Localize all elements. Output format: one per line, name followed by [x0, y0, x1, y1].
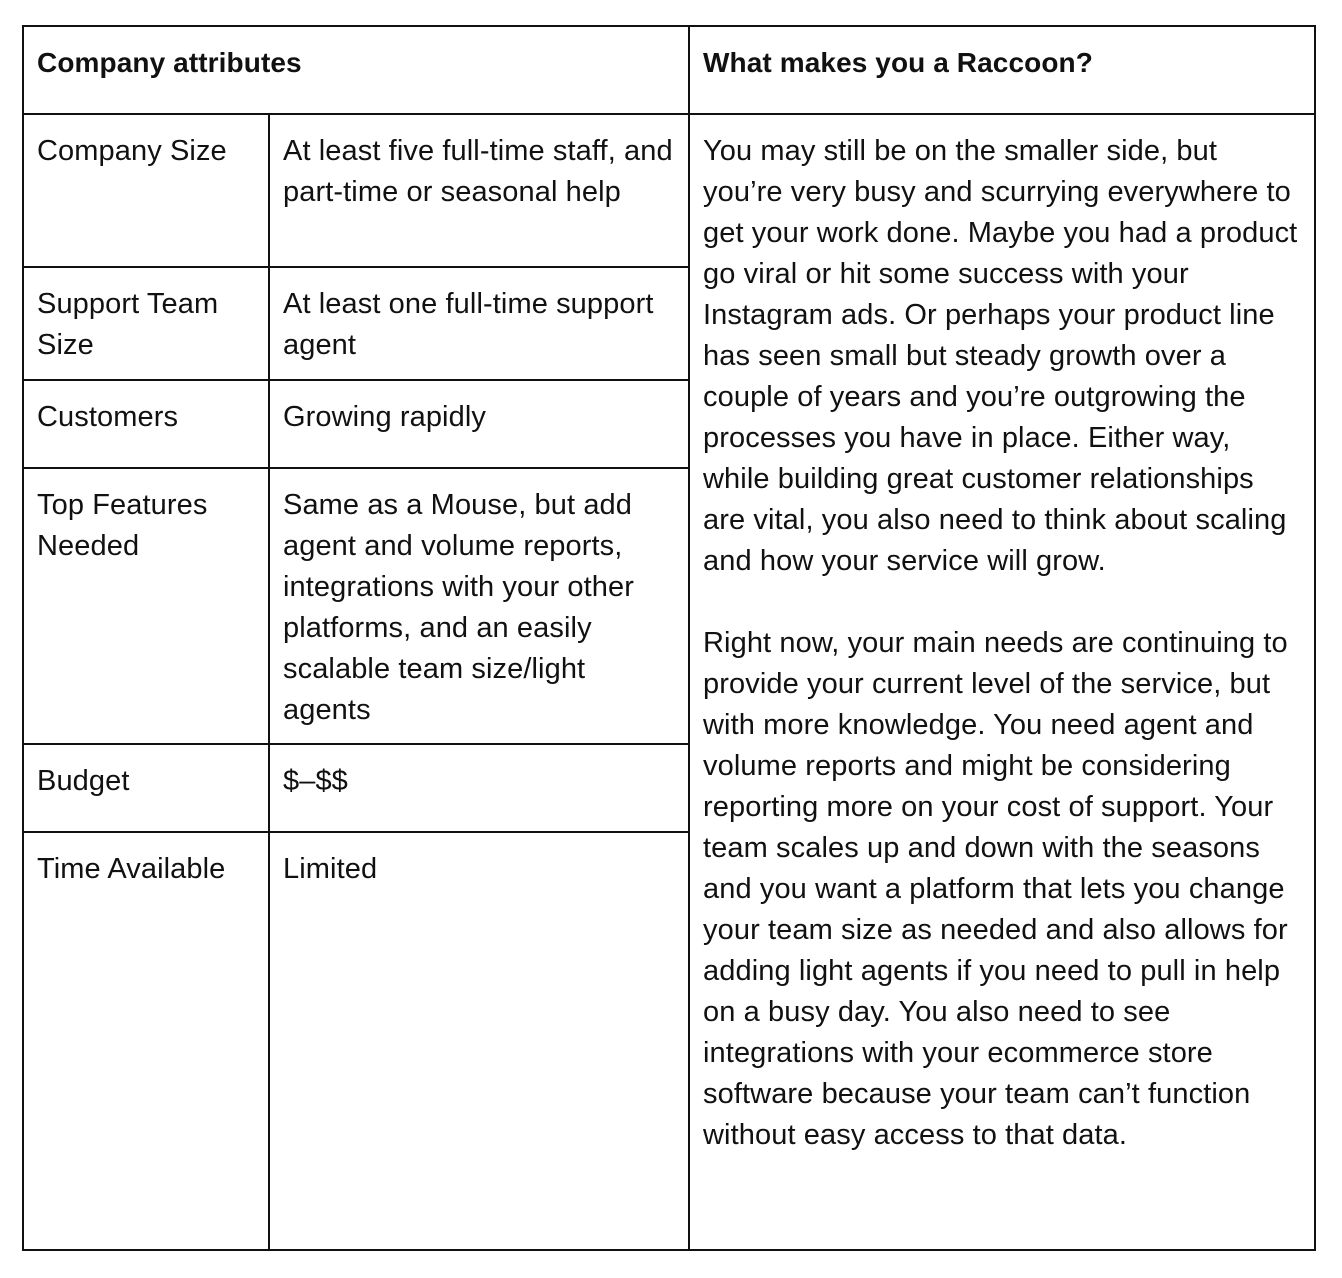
attribute-budget: Budget	[23, 744, 269, 832]
table-row	[23, 114, 1315, 267]
attribute-top-features-needed: Top Features Needed	[23, 468, 269, 744]
value-customers: Growing rapidly	[269, 380, 689, 468]
attribute-company-size: Company Size	[23, 114, 269, 267]
value-time-available: Limited	[269, 832, 689, 1250]
header-company-attributes: Company attributes	[23, 26, 689, 114]
value-budget: $–$$	[269, 744, 689, 832]
description-paragraph-2: Right now, your main needs are continuing to provide your current level of the service, but with more knowledge. You need agent and volume reports and might be considering reporting more on your cost of support. Your team scales up and down with the seasons and you want a platform that lets you change your team size as needed and also allows for adding light agents if you need to pull in help on a busy day. You also need to see integrations with your ecommerce store software because your team can’t function without easy access to that data.	[703, 627, 1288, 1151]
attribute-support-team-size: Support Team Size	[23, 267, 269, 380]
description-paragraph-1: You may still be on the smaller side, but you’re very busy and scurrying everywhere to get your work done. Maybe you had a product go viral or hit some success with your Instagram ads. Or perhaps your product line has seen small but steady growth over a couple of years and you’re outgrowing the processes you have in place. Either way, while building great customer relationships are vital, you also need to think about scaling and how your service will grow.	[703, 135, 1298, 577]
value-company-size: At least five full-time staff, and part-time or seasonal help	[269, 114, 689, 267]
table-header-row	[23, 26, 1315, 114]
raccoon-description-cell	[689, 114, 1315, 1250]
value-top-features-needed: Same as a Mouse, but add agent and volume reports, integrations with your other platforms, and an easily scalable team size/light agents	[269, 468, 689, 744]
attribute-customers: Customers	[23, 380, 269, 468]
raccoon-attributes-table	[22, 25, 1316, 1251]
header-what-makes-you-a-raccoon: What makes you a Raccoon?	[689, 26, 1315, 114]
value-support-team-size: At least one full-time support agent	[269, 267, 689, 380]
attribute-time-available: Time Available	[23, 832, 269, 1250]
